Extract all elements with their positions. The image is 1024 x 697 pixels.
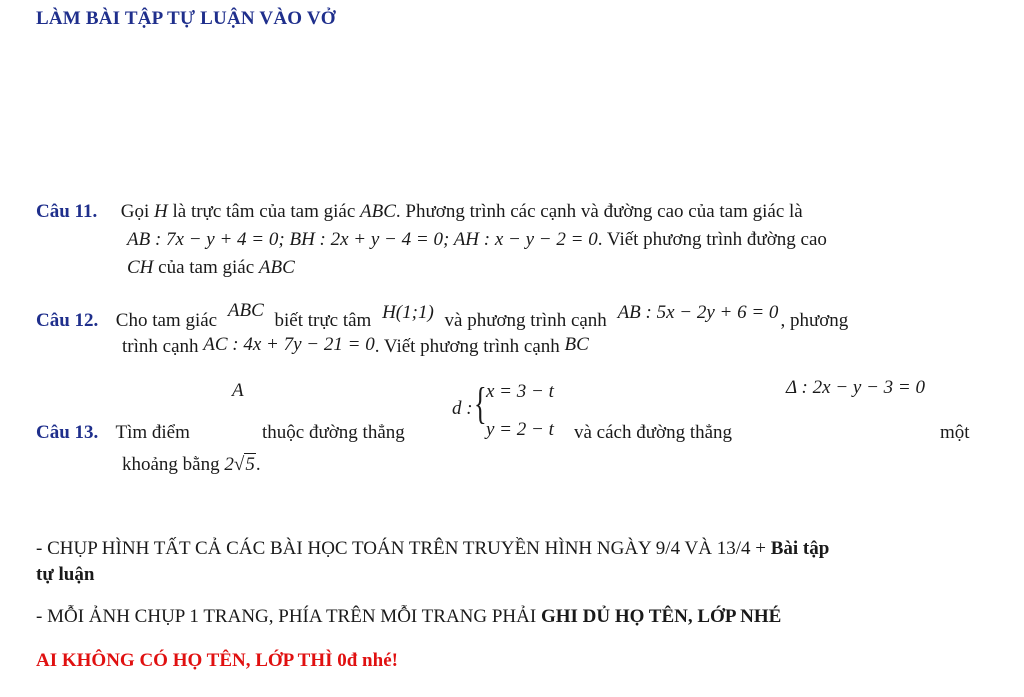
note-1-line2: tự luận [36,564,95,585]
q12-text: trình cạnh [122,336,199,357]
q12-line1 [36,300,849,332]
sqrt-icon: √ [233,454,245,475]
q11-math-AH: ; AH [442,229,480,250]
q11-math-BH: ; BH [278,229,315,250]
q12-math-AB: AB : 5x − 2y + 6 = 0 [617,302,779,323]
q11-math-eq3: : x − y − 2 = 0 [483,229,598,250]
q12-text: Cho tam giác [115,310,218,331]
page-heading: LÀM BÀI TẬP TỰ LUẬN VÀO VỞ [36,8,336,29]
q11-math-H: H [154,201,168,222]
q11-math-ABC: ABC [360,201,396,222]
q11-text: . Phương trình các cạnh và đường cao của tam giác là [395,201,803,222]
q12-text: . Viết phương trình cạnh [374,336,560,357]
q13-line2 [122,454,261,476]
note-1-text: - CHỤP HÌNH TẤT CẢ CÁC BÀI HỌC TOÁN TRÊN TRUYỀN HÌNH NGÀY 9/4 VÀ 13/4 + [36,538,766,559]
q13-text: thuộc đường thẳng [262,422,405,443]
q11-label: Câu 11. [36,201,98,222]
q12-text: biết trực tâm [274,310,372,331]
q13-line1 [36,422,190,444]
q13-math-A: A [232,380,244,401]
q13-dist-coef: 2 [224,454,234,475]
q11-line1 [36,201,803,223]
q12-math-AC: AC : 4x + 7y − 21 = 0 [203,334,375,355]
q12-math-H: H(1;1) [382,302,434,323]
q11-math-AB: AB [127,229,151,250]
q13-math-delta: Δ : 2x − y − 3 = 0 [786,377,925,398]
q11-text: . Viết phương trình đường cao [597,229,827,250]
note-2 [36,606,781,628]
q13-math-d: d : [452,398,473,419]
q11-math-CH: CH [127,257,154,278]
q12-text: và phương trình cạnh [444,310,607,331]
q11-line3 [127,257,295,279]
note-2-text: - MỖI ẢNH CHỤP 1 TRANG, PHÍA TRÊN MỖI TRANG PHẢI [36,606,537,627]
q11-text: Gọi [120,201,150,222]
q12-math-BC: BC [564,334,589,355]
q13-math-sys2: y = 2 − t [486,419,554,440]
q12-text: , phương [780,310,849,331]
q13-text: khoảng bằng [122,454,220,475]
q12-line2 [122,336,589,358]
q11-text: của tam giác [158,257,255,278]
q11-math-ABC: ABC [258,257,295,278]
q13-math-sys1: x = 3 − t [486,381,554,402]
q11-text: là trực tâm của tam giác [172,201,356,222]
q11-math-eq1: : 7x − y + 4 = 0 [154,229,279,250]
q12-label: Câu 12. [36,310,99,331]
q13-text: một [940,422,970,443]
q13-dist-rad: 5 [245,454,255,475]
q11-line2 [127,229,827,251]
q13-text: . [255,454,261,475]
system-brace: { [474,379,487,428]
q13-text: Tìm điểm [115,422,190,443]
q11-math-eq2: : 2x + y − 4 = 0 [319,229,443,250]
q13-text: và cách đường thẳng [574,422,733,443]
note-1-bold: Bài tập [770,538,830,559]
note-2-bold: GHI DỦ HỌ TÊN, LỚP NHÉ [540,606,782,627]
q13-label: Câu 13. [36,422,99,443]
q12-math-ABC: ABC [227,300,264,321]
note-1-line1 [36,538,829,560]
warning-note: AI KHÔNG CÓ HỌ TÊN, LỚP THÌ 0đ nhé! [36,650,398,671]
q13-math-dist [224,454,255,475]
